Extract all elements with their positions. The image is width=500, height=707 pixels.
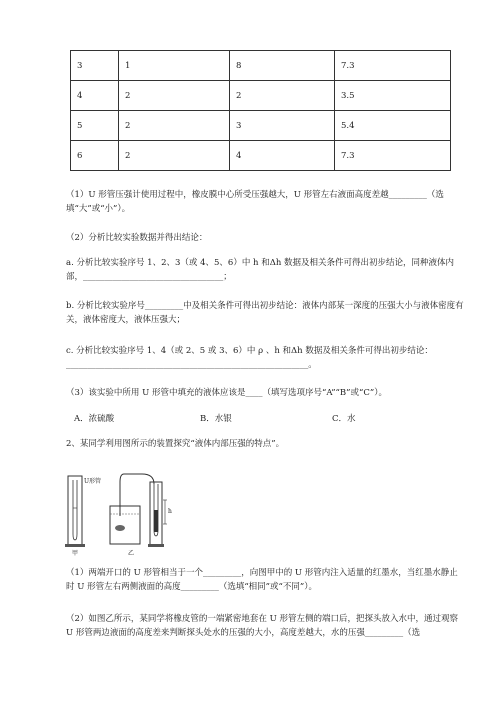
question-1-part-2b: b. 分析比较实验序号_________中及相关条件可得出初步结论：液体内部某一深度的压强大小与液体密度有关，液体密度大，液体压强大； <box>66 301 464 325</box>
table-cell: 2 <box>119 81 230 111</box>
table-cell: 3.5 <box>335 81 451 111</box>
pressure-apparatus-figure <box>62 470 182 557</box>
table-cell: 2 <box>119 141 230 171</box>
table-cell: 8 <box>230 51 335 81</box>
table-cell: 2 <box>230 81 335 111</box>
u-tube-label: U形管 <box>84 478 102 485</box>
table-cell: 5 <box>71 111 119 141</box>
table-cell: 3 <box>71 51 119 81</box>
table-cell: 1 <box>119 51 230 81</box>
table-row <box>71 111 451 141</box>
u-tube-diagram <box>62 470 182 554</box>
table-cell: 2 <box>119 111 230 141</box>
experiment-data-table <box>70 50 451 171</box>
table-cell: 6 <box>71 141 119 171</box>
option-c: C．水 <box>332 414 356 424</box>
height-label: h <box>168 508 172 515</box>
table-row <box>71 141 451 171</box>
table-cell: 3 <box>230 111 335 141</box>
option-a: A．浓硫酸 <box>74 414 115 424</box>
option-b: B．水银 <box>200 414 232 424</box>
figure-label-jia: 甲 <box>72 550 79 557</box>
question-1-part-2a: a. 分析比较实验序号 1、2、3（或 4、5、6）中 h 和Δh 数据及相关条件可得出初步结论，同种液体内部，_________________________________； <box>66 258 455 282</box>
table-row <box>71 51 451 81</box>
table-cell: 5.4 <box>335 111 451 141</box>
question-1-part-3: （3）该实验中所用 U 形管中填充的液体应该是____（填写选项序号“A”“B”或“C”）。 <box>66 388 387 398</box>
figure-label-yi: 乙 <box>128 550 135 557</box>
question-2-part-2: （2）如图乙所示，某同学将橡皮管的一端紧密地套在 U 形管左侧的端口后，把探头放入水中，通过观察 U 形管两边液面的高度差来判断探头处水的压强的大小，高度差越大，水的压强_________（选 <box>66 614 458 638</box>
table-cell: 7.3 <box>335 51 451 81</box>
question-1-part-2c: c. 分析比较实验序号 1、4（或 2、5 或 3、6）中 ρ 、h 和Δh 数据及相关条件可得出初步结论：_________________________________________________________。 <box>66 346 433 370</box>
table-cell: 7.3 <box>335 141 451 171</box>
table-cell: 4 <box>230 141 335 171</box>
question-2-intro: 2、某同学利用图所示的装置探究“液体内部压强的特点”。 <box>66 439 285 449</box>
question-1-part-2-heading: （2）分析比较实验数据并得出结论： <box>66 233 208 243</box>
table-cell: 4 <box>71 81 119 111</box>
question-2-part-1: （1）两端开口的 U 形管相当于一个_________，向图甲中的 U 形管内注入适量的红墨水，当红墨水静止时 U 形管左右两侧液面的高度_________（选填“相同”或“不同”）。 <box>66 568 458 592</box>
table-row <box>71 81 451 111</box>
question-1-part-1: （1）U 形管压强计使用过程中，橡皮膜中心所受压强越大，U 形管左右液面高度差越_________（选填“大”或“小”）。 <box>66 190 444 214</box>
answer-options <box>66 412 466 426</box>
